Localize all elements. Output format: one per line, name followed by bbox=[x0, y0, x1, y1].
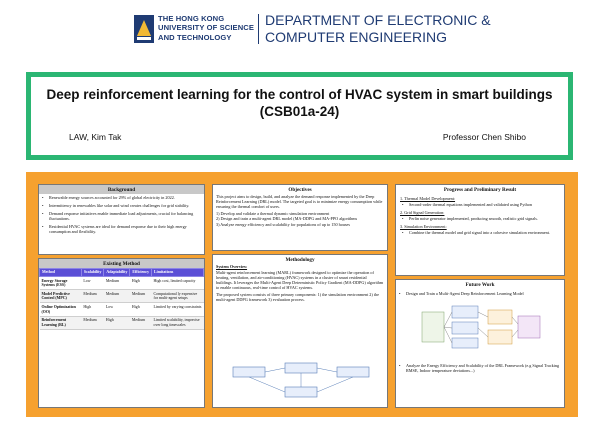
table-cell: Reinforcement Learning (RL) bbox=[40, 316, 82, 329]
table-cell: Model Predictive Control (MPC) bbox=[40, 290, 82, 303]
methodology-subtitle: System Overview bbox=[216, 263, 248, 269]
university-name-line: AND TECHNOLOGY bbox=[158, 32, 232, 42]
panel-title: Existing Method bbox=[39, 259, 204, 268]
poster-header bbox=[0, 0, 600, 62]
existing-method-table bbox=[39, 268, 204, 330]
background-panel bbox=[38, 184, 205, 255]
table-cell: Limited by varying constraints bbox=[152, 303, 204, 316]
list-item: • Residential HVAC systems are ideal for demand response due to their high energy consumption and flexibility. bbox=[42, 224, 201, 234]
department-name-line: COMPUTER ENGINEERING bbox=[265, 29, 448, 45]
diagram-node bbox=[452, 306, 478, 318]
supervisor-name: Professor Chen Shibo bbox=[442, 132, 526, 142]
list-item: • Analyze the Energy Efficiency and Scalability of the DRL Framework (e.g Signal Tracking RMSE, Indoor temperature deviations...) bbox=[399, 363, 561, 373]
progress-bullets bbox=[400, 215, 560, 221]
department-name-line: DEPARTMENT OF ELECTRONIC & bbox=[265, 12, 491, 28]
list-item: • Combine the thermal model and grid signal into a cohesive simulation environment. bbox=[402, 230, 560, 235]
table-cell: Medium bbox=[130, 290, 152, 303]
list-item: • Design and Train a Multi-Agent Deep Reinforcement Learning Model bbox=[399, 291, 561, 296]
background-bullets bbox=[39, 194, 204, 235]
column-header: Limitations bbox=[152, 268, 204, 277]
poster-title bbox=[31, 86, 568, 120]
methodology-paragraph: Multi-agent reinforcement learning (MARL) framework designed to optimize the operation of heating, ventilation, and air-conditioning (HVAC) systems in a cluster of smart residential buildings. It leverages the Multi-Agent Deep Deterministic Policy Gradient (MA-DDPG) algorithm to enable continuous, real-time control of HVAC systems. bbox=[216, 269, 384, 290]
list-item: • Second-order thermal equations implemented and validated using Python bbox=[402, 202, 560, 207]
diagram-node bbox=[452, 322, 478, 334]
list-item: 1) Develop and validate a thermal dynamic simulation environment bbox=[216, 210, 330, 216]
methodology-paragraph: The proposed system consists of three primary components: 1) the simulation environment 2) the multi-agent DDPG framework 3) evaluation process. bbox=[216, 291, 379, 303]
diagram-edge bbox=[265, 368, 285, 372]
marl-diagram bbox=[418, 302, 544, 352]
list-item: • Renewable energy sources accounted for 29% of global electricity in 2022. bbox=[42, 195, 201, 200]
diagram-node bbox=[337, 367, 369, 377]
panel-title: Methodology bbox=[285, 256, 315, 263]
header-divider bbox=[258, 14, 259, 44]
progress-panel bbox=[395, 184, 565, 276]
table-cell: Limited scalability, imprecise over long timescales bbox=[152, 316, 204, 329]
table-cell: Computational ly expensive for multi-agent setups bbox=[152, 290, 204, 303]
table-row bbox=[40, 303, 204, 316]
table-cell: Low bbox=[104, 303, 130, 316]
progress-list bbox=[396, 194, 564, 240]
table-cell: Online Optimization (OO) bbox=[40, 303, 82, 316]
panel-title: Objectives bbox=[288, 186, 312, 193]
objectives-panel bbox=[212, 184, 388, 251]
table-row bbox=[40, 277, 204, 290]
table-cell: Medium bbox=[130, 316, 152, 329]
university-name-line: UNIVERSITY OF SCIENCE bbox=[158, 23, 255, 33]
column-header: Scalability bbox=[81, 268, 104, 277]
diagram-edge bbox=[249, 377, 285, 392]
poster-title-line: Deep reinforcement learning for the control of HVAC system in smart buildings bbox=[46, 87, 553, 102]
table-row bbox=[40, 290, 204, 303]
list-item: 3) Analyze energy efficiency and scalability for populations of up to 150 houses bbox=[216, 221, 351, 227]
table-cell: Medium bbox=[81, 316, 104, 329]
list-item: 2) Design and train a multi-agent DRL model (MA-DDPG and MA-PPO algorithms bbox=[216, 216, 358, 222]
future-work-panel bbox=[395, 279, 565, 408]
diagram-edge bbox=[317, 368, 337, 372]
university-name bbox=[158, 14, 254, 42]
table-cell: High bbox=[81, 303, 104, 316]
diagram-node bbox=[285, 387, 317, 397]
table-cell: Energy Storage Systems (ESS) bbox=[40, 277, 82, 290]
table-cell: Medium bbox=[104, 290, 130, 303]
marl-architecture-diagram bbox=[418, 302, 544, 352]
table-cell: Medium bbox=[81, 290, 104, 303]
list-item: • Intermittency in renewables like solar and wind creates challenges for grid stability. bbox=[42, 203, 201, 208]
table-header-row bbox=[40, 268, 204, 277]
system-overview-diagram bbox=[231, 361, 371, 403]
future-work-bullets bbox=[396, 289, 564, 296]
diagram-node bbox=[488, 330, 512, 344]
column-header: Adaptability bbox=[104, 268, 130, 277]
title-box bbox=[26, 72, 573, 160]
column-header: Efficiency bbox=[130, 268, 152, 277]
progress-heading: 1. Thermal Model Development: bbox=[400, 195, 456, 201]
project-code: (CSB01a-24) bbox=[259, 104, 340, 119]
progress-bullets bbox=[400, 229, 560, 235]
objectives-intro: This project aims to design, build, and analyze the demand response implemented by the Deep Reinforcement Learning (DRL) model. The targeted goal is to minimize energy consumption while ensuring the thermal comfort of users. bbox=[216, 193, 383, 209]
diagram-node bbox=[233, 367, 265, 377]
poster-frame bbox=[26, 172, 578, 417]
table-cell: High bbox=[130, 277, 152, 290]
table-cell: Low bbox=[81, 277, 104, 290]
author-name: LAW, Kim Tak bbox=[69, 132, 122, 142]
existing-method-panel bbox=[38, 258, 205, 408]
hkust-logo-icon bbox=[133, 14, 155, 44]
panel-title: Future Work bbox=[465, 281, 495, 288]
panel-title: Background bbox=[39, 185, 204, 194]
table-cell: High bbox=[130, 303, 152, 316]
diagram-edge bbox=[317, 377, 353, 392]
table-cell: High cost, limited capacity bbox=[152, 277, 204, 290]
panel-title: Progress and Preliminary Result bbox=[443, 186, 517, 193]
diagram-node bbox=[488, 310, 512, 324]
list-item: • Demand response initiatives enable immediate load adjustments, crucial for balancing fluctuations. bbox=[42, 211, 201, 221]
diagram-node bbox=[285, 363, 317, 373]
table-cell: Medium bbox=[104, 277, 130, 290]
future-work-bullets bbox=[396, 362, 564, 376]
progress-bullets bbox=[400, 201, 560, 207]
university-name-line: THE HONG KONG bbox=[158, 14, 225, 23]
system-flow-diagram bbox=[231, 361, 371, 403]
list-item: • Perlin noise generator implemented, producing smooth, realistic grid signals. bbox=[402, 216, 560, 221]
progress-heading: 3. Simulation Environment: bbox=[400, 223, 447, 229]
diagram-node bbox=[452, 338, 478, 348]
progress-heading: 2. Grid Signal Generation: bbox=[400, 209, 445, 215]
column-header: Method bbox=[40, 268, 82, 277]
objectives-list bbox=[213, 209, 387, 228]
department-name bbox=[265, 12, 491, 46]
methodology-panel bbox=[212, 254, 388, 408]
table-cell: High bbox=[104, 316, 130, 329]
diagram-node bbox=[518, 316, 540, 338]
table-row bbox=[40, 316, 204, 329]
diagram-node bbox=[422, 312, 444, 342]
